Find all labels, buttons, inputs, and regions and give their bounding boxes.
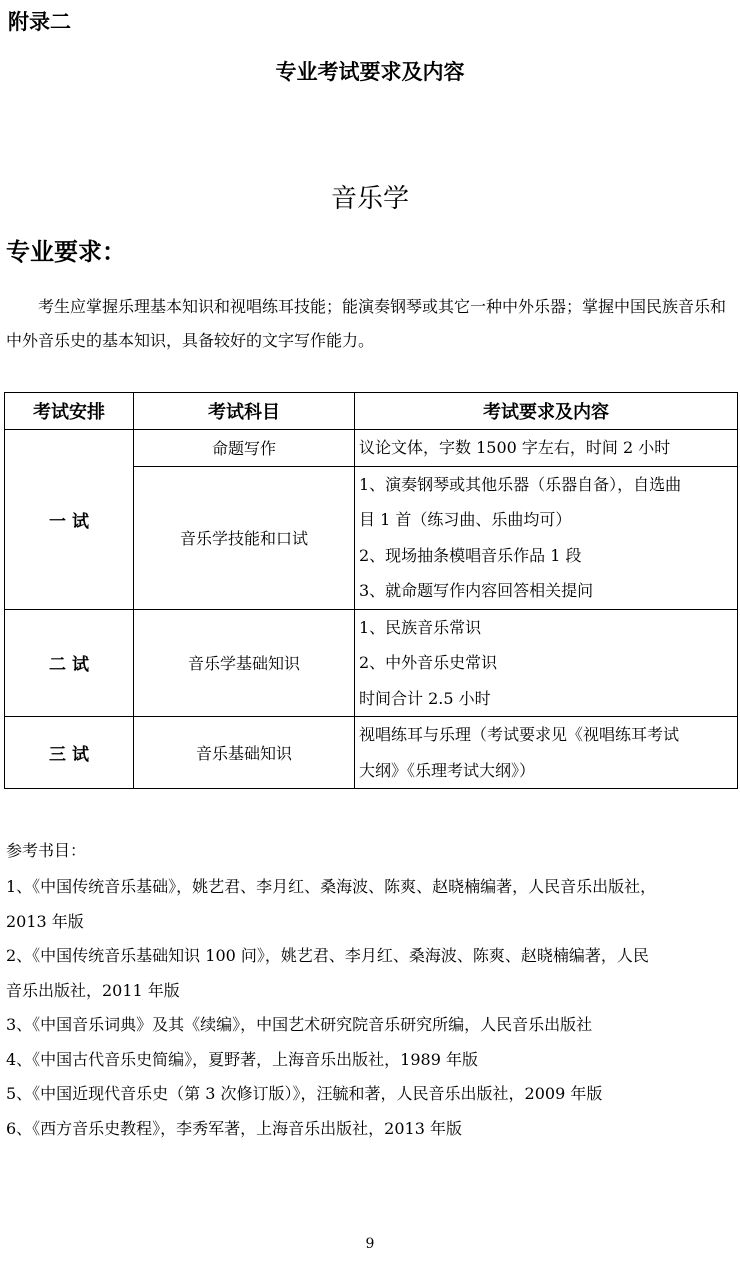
- content-line: 视唱练耳与乐理（考试要求见《视唱练耳考试: [359, 725, 680, 744]
- table-header-row: [5, 393, 738, 430]
- exam-table: [4, 392, 738, 789]
- references-heading: 参考书目：: [6, 841, 87, 860]
- reference-line: 1、《中国传统音乐基础》，姚艺君、李月红、桑海波、陈爽、赵晓楠编著，人民音乐出版社，: [6, 877, 657, 896]
- content-cell: [355, 430, 738, 467]
- round-2-name: 二 试: [5, 609, 134, 717]
- header-content: 考试要求及内容: [355, 393, 738, 430]
- reference-line: 3、《中国音乐词典》及其《续编》，中国艺术研究院音乐研究所编，人民音乐出版社: [6, 1015, 593, 1034]
- reference-line: 6、《西方音乐史教程》，李秀军著，上海音乐出版社，2013 年版: [6, 1118, 462, 1138]
- subject-cell: 音乐学技能和口试: [134, 466, 355, 609]
- references-list: [6, 870, 734, 1146]
- requirements-heading: 专业要求：: [6, 238, 126, 266]
- document-title: 专业考试要求及内容: [275, 60, 465, 84]
- subject-title: 音乐学: [330, 184, 409, 214]
- content-cell: [355, 609, 738, 717]
- round-1-name: 一 试: [5, 430, 134, 610]
- subject-cell: 音乐基础知识: [134, 717, 355, 789]
- header-arrangement: 考试安排: [5, 393, 134, 430]
- content-line: 3、就命题写作内容回答相关提问: [359, 581, 594, 600]
- content-line: 1、演奏钢琴或其他乐器（乐器自备），自选曲: [359, 474, 682, 494]
- table-row: [5, 430, 738, 467]
- reference-line: 2、《中国传统音乐基础知识 100 问》，姚艺君、李月红、桑海波、陈爽、赵晓楠编著，人民: [6, 946, 649, 965]
- reference-line: 2013 年版: [6, 911, 84, 931]
- content-line: 2、现场抽条模唱音乐作品 1 段: [359, 545, 582, 565]
- content-cell: [355, 466, 738, 609]
- content-line: 议论文体，字数 1500 字左右，时间 2 小时: [359, 438, 671, 457]
- content-line: 1、民族音乐常识: [359, 617, 482, 637]
- subject-cell: 命题写作: [134, 430, 355, 467]
- reference-line: 4、《中国古代音乐史简编》，夏野著，上海音乐出版社，1989 年版: [6, 1049, 478, 1069]
- reference-line: 音乐出版社，2011 年版: [6, 980, 180, 1000]
- header-subject: 考试科目: [134, 393, 355, 430]
- table-row: [5, 717, 738, 789]
- content-line: 时间合计 2.5 小时: [359, 688, 491, 708]
- content-line: 目 1 首（练习曲、乐曲均可）: [359, 510, 572, 529]
- round-3-name: 三 试: [5, 717, 134, 789]
- page-number: 9: [365, 1236, 375, 1252]
- content-line: 大纲》《乐理考试大纲》）: [359, 760, 536, 780]
- table-row: [5, 609, 738, 717]
- content-cell: [355, 717, 738, 789]
- reference-line: 5、《中国近现代音乐史（第 3 次修订版）》，汪毓和著，人民音乐出版社，2009 年版: [6, 1084, 603, 1103]
- requirements-text: 考生应掌握乐理基本知识和视唱练耳技能；能演奏钢琴或其它一种中外乐器；掌握中国民族音乐和中外音乐史的基本知识，具备较好的文字写作能力。: [6, 297, 727, 350]
- appendix-label: 附录二: [8, 10, 71, 34]
- content-line: 2、中外音乐史常识: [359, 653, 498, 672]
- subject-cell: 音乐学基础知识: [134, 609, 355, 717]
